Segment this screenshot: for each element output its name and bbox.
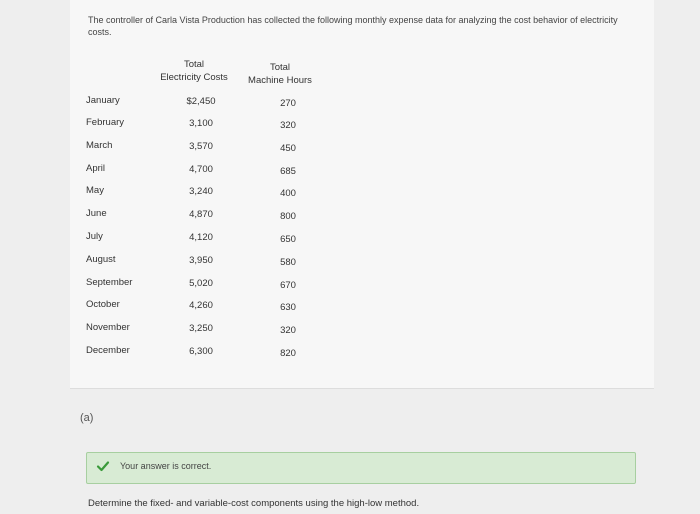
month-label: October <box>86 299 120 310</box>
header-machine-line1: Total <box>269 62 291 73</box>
electricity-value: 3,240 <box>189 186 213 197</box>
electricity-value: 5,020 <box>189 278 213 289</box>
electricity-value: 6,300 <box>189 346 213 357</box>
hours-value: 450 <box>280 143 296 154</box>
problem-intro: The controller of Carla Vista Production has collected the following monthly expense data for analyzing the cost behavior of electricity costs. <box>88 15 618 37</box>
electricity-value: 4,260 <box>189 300 213 311</box>
electricity-value: 3,100 <box>189 118 213 129</box>
electricity-value: $2,450 <box>186 96 216 107</box>
month-label: November <box>86 322 130 333</box>
month-label: December <box>86 345 130 356</box>
hours-value: 685 <box>280 166 296 177</box>
header-electricity-line1: Total <box>183 59 205 70</box>
electricity-value: 3,950 <box>189 255 213 266</box>
check-icon <box>96 459 110 473</box>
electricity-value: 4,700 <box>189 164 213 175</box>
month-label: July <box>86 231 103 242</box>
hours-value: 320 <box>280 120 296 131</box>
month-label: September <box>86 277 133 288</box>
month-label: February <box>86 117 125 128</box>
month-label: May <box>86 185 104 196</box>
electricity-value: 3,250 <box>189 323 213 334</box>
month-label: April <box>86 163 106 174</box>
feedback-text: Your answer is correct. <box>120 461 212 471</box>
month-label: January <box>86 95 120 106</box>
electricity-value: 4,120 <box>189 232 213 243</box>
hours-value: 320 <box>280 325 296 336</box>
electricity-value: 4,870 <box>189 209 213 220</box>
month-label: August <box>86 254 116 265</box>
hours-value: 270 <box>280 98 296 109</box>
hours-value: 580 <box>280 257 296 268</box>
month-label: March <box>86 140 113 151</box>
hours-value: 400 <box>280 188 296 199</box>
question-text: Determine the fixed- and variable-cost components using the high-low method. <box>88 498 420 509</box>
header-electricity-costs <box>152 58 236 84</box>
hours-value: 630 <box>280 302 296 313</box>
part-label: (a) <box>80 412 94 424</box>
hours-value: 820 <box>280 348 296 359</box>
header-machine-hours <box>244 61 316 87</box>
header-machine-line2: Machine Hours <box>248 75 312 86</box>
header-electricity-line2: Electricity Costs <box>160 72 228 83</box>
hours-value: 650 <box>280 234 296 245</box>
month-label: June <box>86 208 107 219</box>
hours-value: 800 <box>280 211 296 222</box>
electricity-value: 3,570 <box>189 141 213 152</box>
hours-value: 670 <box>280 280 296 291</box>
